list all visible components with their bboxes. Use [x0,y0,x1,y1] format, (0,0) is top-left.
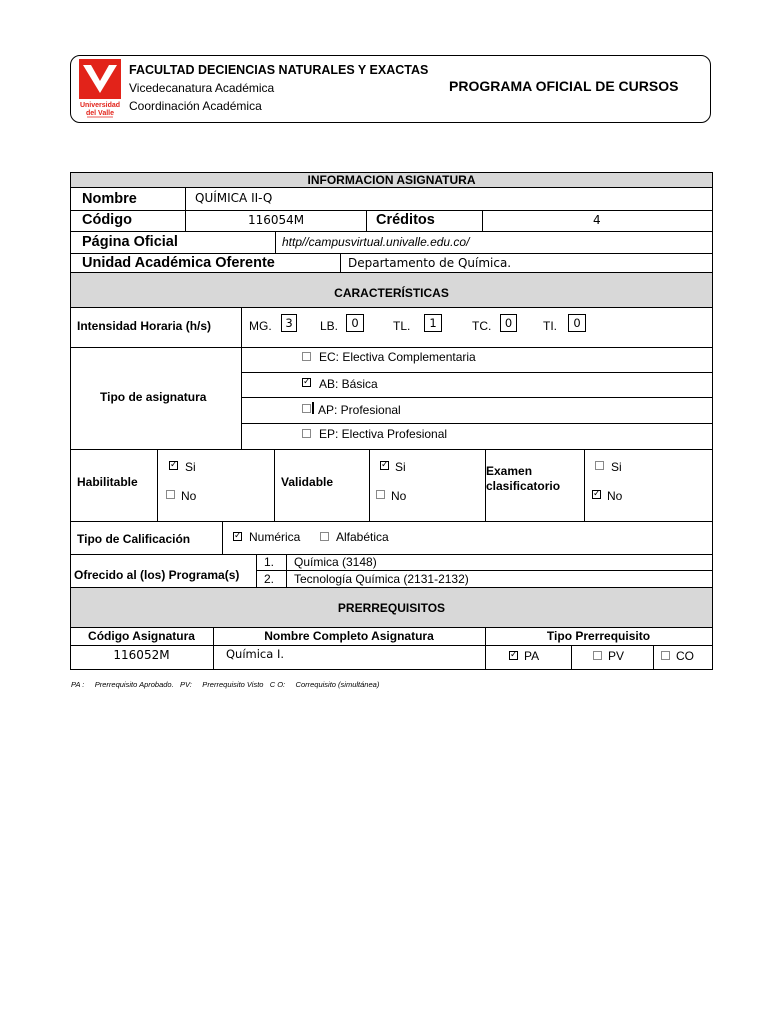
examen-si-checkbox[interactable] [595,461,604,470]
hour-ti-value[interactable]: 0 [568,314,586,332]
calificacion-numerica-label: Numérica [249,530,301,544]
col-tipo-header: Tipo Prerrequisito [546,629,651,643]
tipo-ap-label: AP: Profesional [318,403,401,417]
prerreq-row-nombre: Química I. [226,647,285,661]
prerreq-pa-checkbox[interactable]: ✓ [510,650,518,660]
validable-si-label: Si [395,460,406,474]
calificacion-alfabetica-checkbox[interactable] [320,532,329,541]
faculty-name: FACULTAD DECIENCIAS NATURALES Y EXACTAS [129,63,429,77]
prerreq-pv-checkbox[interactable] [593,651,602,660]
tipo-ep-label: EP: Electiva Profesional [319,427,448,441]
hour-tl-label: TL. [393,319,411,333]
programa-2-name: Tecnología Química (2131-2132) [294,572,469,586]
program-title: PROGRAMA OFICIAL DE CURSOS [449,78,679,94]
prerreq-pv-label: PV [608,649,625,663]
codigo-label: Código [82,212,132,228]
info-section-title: INFORMACION ASIGNATURA [307,173,476,187]
hour-ti-label: TI. [543,319,557,333]
validable-label: Validable [281,475,334,489]
prerreq-co-checkbox[interactable] [661,651,670,660]
unidad-label: Unidad Académica Oferente [82,255,275,271]
validable-no-label: No [391,489,407,503]
vicedecanatura: Vicedecanatura Académica [129,81,275,95]
validable-no-checkbox[interactable] [376,490,385,499]
examen-no-label: No [607,489,623,503]
intensidad-label: Intensidad Horaria (h/s) [77,319,212,333]
tipo-ec-checkbox[interactable] [302,352,311,361]
logo-text-2: del Valle [85,110,115,117]
tipo-asignatura-label: Tipo de asignatura [100,390,207,404]
hour-tc-label: TC. [472,319,492,333]
university-logo [79,59,121,119]
col-nombre-header: Nombre Completo Asignatura [264,629,434,643]
prerreq-pa-label: PA [524,649,540,663]
ofrecido-label: Ofrecido al (los) Programa(s) [74,568,240,582]
examen-si-label: Si [611,460,622,474]
habilitable-si-label: Si [185,460,196,474]
calificacion-numerica-checkbox[interactable]: ✓ [234,531,242,541]
prerreq-section-title: PRERREQUISITOS [337,601,446,615]
programa-2-num: 2. [264,572,275,586]
tipo-ep-checkbox[interactable] [302,429,311,438]
examen-label-2: clasificatorio [486,479,561,493]
habilitable-si-checkbox[interactable]: ✓ [170,460,178,470]
unidad-value: Departamento de Química. [348,256,512,270]
hour-mg-label: MG. [249,319,272,333]
footnote: PA : Prerrequisito Aprobado. PV: Prerrequisito Visto C O: Correquisito (simultánea) [71,680,380,689]
creditos-value: 4 [593,213,601,227]
prerreq-co-label: CO [676,649,694,663]
codigo-value: 116054M [248,213,305,227]
validable-si-checkbox[interactable]: ✓ [381,460,389,470]
nombre-value: QUÍMICA II-Q [195,191,273,205]
hour-tc-value[interactable]: 0 [500,314,517,332]
habilitable-no-label: No [181,489,197,503]
col-codigo-header: Código Asignatura [88,629,195,643]
pagina-value[interactable]: http//campusvirtual.univalle.edu.co/ [282,235,470,249]
logo-text-1: Universidad [79,102,121,109]
programa-1-name: Química (3148) [294,555,377,569]
nombre-label: Nombre [82,191,137,207]
text-cursor [312,402,314,414]
habilitable-label: Habilitable [77,475,138,489]
calificacion-label: Tipo de Calificación [77,532,191,546]
prerreq-row-codigo: 116052M [113,648,170,662]
tipo-ab-label: AB: Básica [319,377,378,391]
habilitable-no-checkbox[interactable] [166,490,175,499]
tipo-ec-label: EC: Electiva Complementaria [319,350,476,364]
hour-lb-value[interactable]: 0 [346,314,364,332]
tipo-ap-checkbox[interactable] [302,404,311,413]
creditos-label: Créditos [376,212,435,228]
examen-label-1: Examen [486,464,533,478]
hour-mg-value[interactable]: 3 [281,314,297,332]
hour-tl-value[interactable]: 1 [424,314,442,332]
caract-section-title: CARACTERÍSTICAS [334,286,449,300]
pagina-label: Página Oficial [82,234,178,250]
calificacion-alfabetica-label: Alfabética [336,530,389,544]
coordinacion: Coordinación Académica [129,99,262,113]
programa-1-num: 1. [264,555,275,569]
examen-no-checkbox[interactable]: ✓ [593,489,601,499]
tipo-ab-checkbox[interactable]: ✓ [303,377,311,387]
hour-lb-label: LB. [320,319,339,333]
